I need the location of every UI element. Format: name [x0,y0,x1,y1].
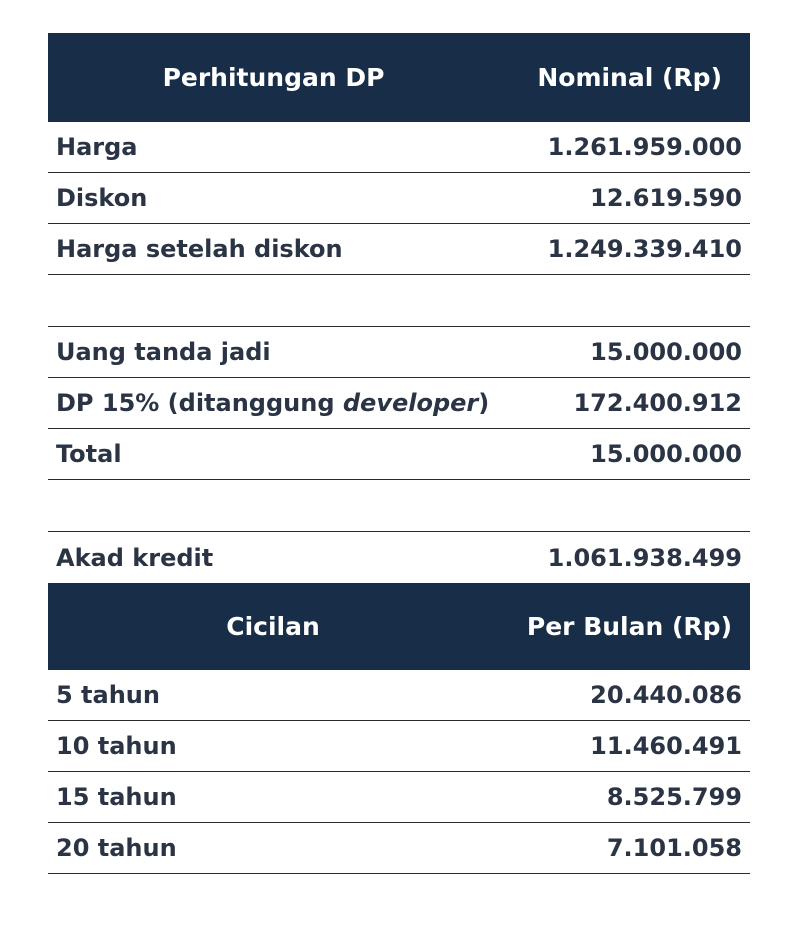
row-value: 11.460.491 [590,732,742,760]
row-label: 10 tahun [56,732,177,760]
dp-header-value: Nominal (Rp) [537,63,722,92]
cicilan-table-header [48,583,750,670]
row-label: Total [56,440,122,468]
cicilan-header-value: Per Bulan (Rp) [526,612,732,641]
row-value: 1.249.339.410 [547,235,742,263]
table-row [48,224,750,275]
row-value: 12.619.590 [590,184,742,212]
row-label: Harga [56,133,138,161]
table-row [48,122,750,173]
row-label: 15 tahun [56,783,177,811]
table-row [48,173,750,224]
row-label-prefix: DP 15% (ditanggung [56,389,343,417]
row-label: Akad kredit [56,543,214,572]
row-value: 7.101.058 [606,834,742,862]
row-label [48,389,573,417]
dp-header-label: Perhitungan DP [162,63,385,92]
installment-sheet [48,33,750,874]
row-value: 15.000.000 [590,338,742,366]
row-value: 8.525.799 [606,783,742,811]
table-row [48,823,750,874]
table-row [48,378,750,429]
table-row [48,772,750,823]
cicilan-header-label: Cicilan [226,612,320,641]
dp-table-header [48,33,750,122]
row-label-suffix: ) [478,389,490,417]
table-row [48,721,750,772]
row-label: 20 tahun [56,834,177,862]
row-value: 1.061.938.499 [547,543,742,572]
table-row [48,670,750,721]
row-label: Harga setelah diskon [56,235,343,263]
row-label: 5 tahun [56,681,160,709]
spacer-row [48,480,750,532]
row-value: 15.000.000 [590,440,742,468]
row-value: 172.400.912 [573,389,742,417]
row-value: 20.440.086 [590,681,742,709]
table-row [48,327,750,378]
row-value: 1.261.959.000 [547,133,742,161]
table-row [48,532,750,583]
row-label: Uang tanda jadi [56,338,271,366]
table-row [48,429,750,480]
spacer-row [48,275,750,327]
row-label-italic: developer [342,389,479,417]
row-label: Diskon [56,184,148,212]
